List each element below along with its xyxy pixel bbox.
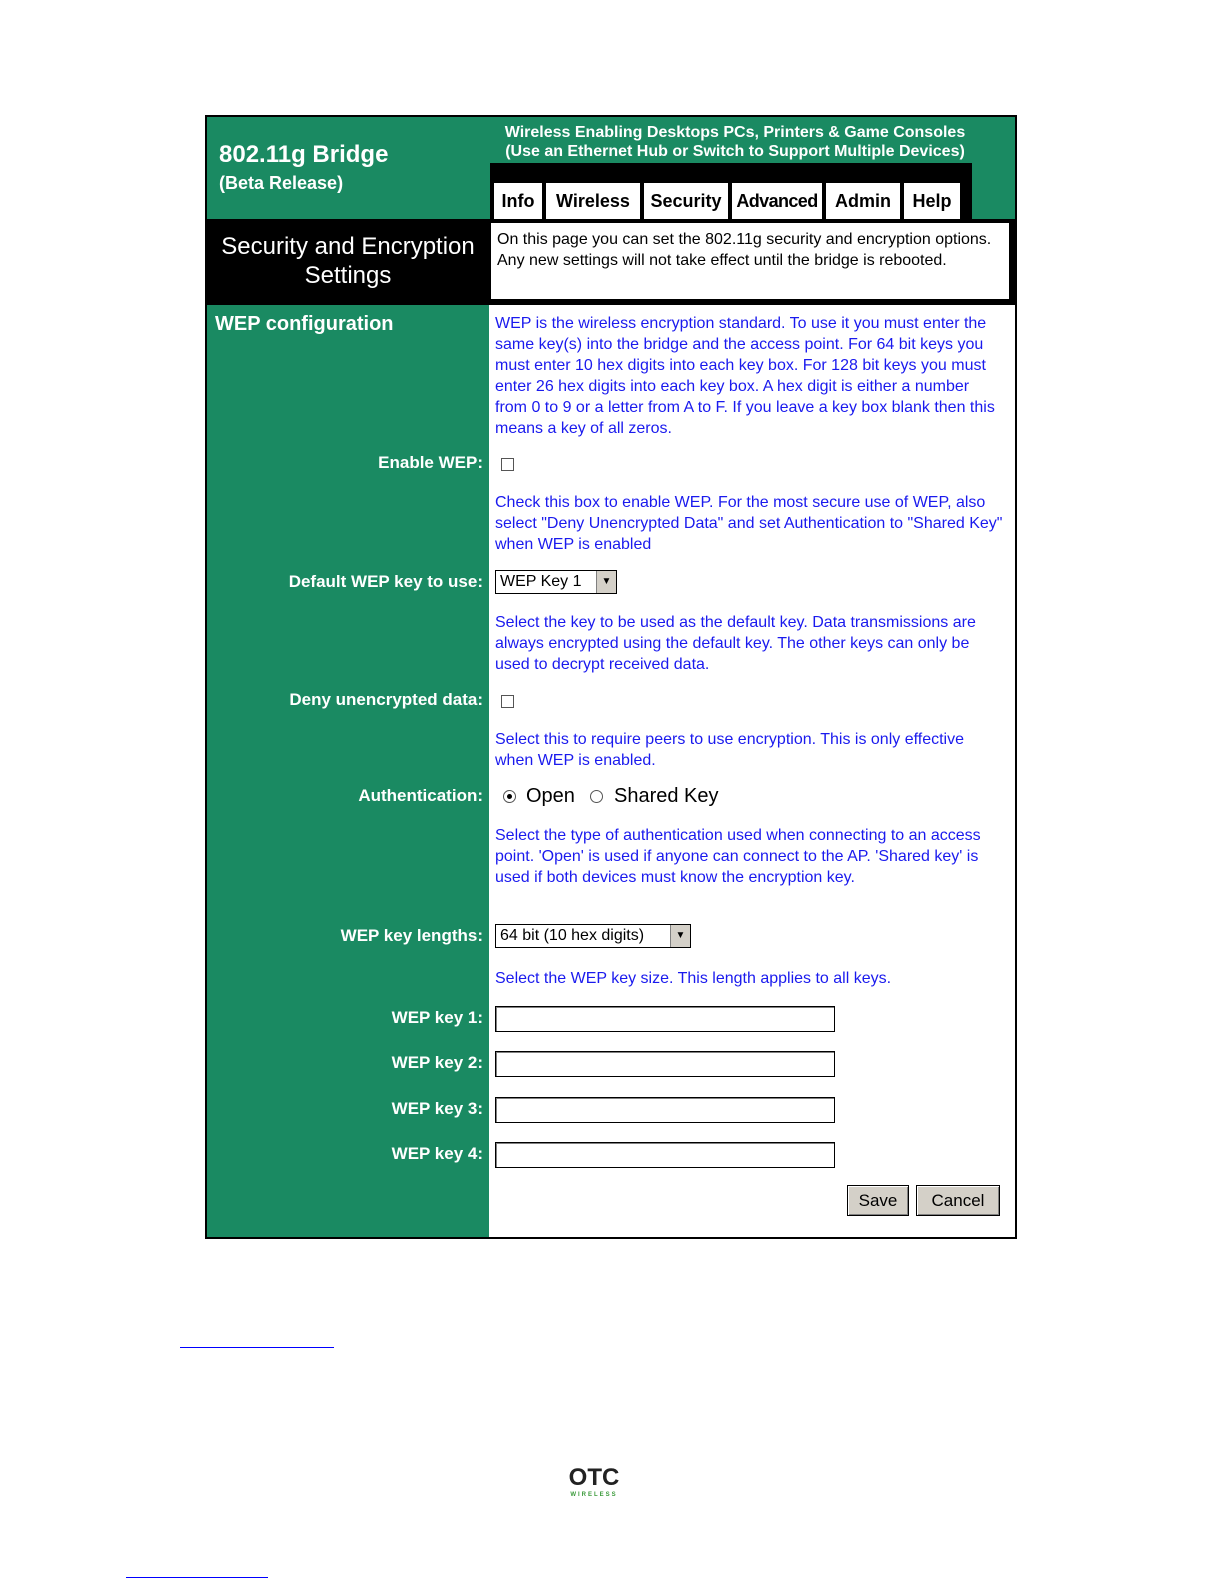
tab-bar: [490, 163, 972, 219]
tagline-line-1: Wireless Enabling Desktops PCs, Printers & Game Consoles: [504, 124, 966, 141]
tab-admin[interactable]: Admin: [826, 183, 900, 219]
deny-unencrypted-checkbox[interactable]: [501, 695, 514, 708]
tab-advanced[interactable]: Advanced: [732, 183, 822, 219]
wep-key-2-input[interactable]: [495, 1051, 835, 1077]
authentication-help: Select the type of authentication used when connecting to an access point. 'Open' is used if anyone can connect to the AP. 'Shared key' is used if both devices must know the encryption key.: [495, 827, 981, 886]
header: [207, 117, 1015, 219]
authentication-label: Authentication:: [358, 786, 483, 805]
auth-shared-label[interactable]: Shared Key: [614, 785, 719, 807]
settings-column: [489, 305, 1015, 1237]
page-title-line-2: Settings: [304, 262, 392, 289]
default-key-select[interactable]: [495, 570, 617, 594]
auth-open-label[interactable]: Open: [526, 785, 575, 807]
product-title: 802.11g Bridge: [219, 141, 389, 168]
tab-info[interactable]: Info: [494, 183, 542, 219]
tab-wireless[interactable]: Wireless: [546, 183, 640, 219]
key-length-select[interactable]: [495, 924, 691, 948]
logo-text: OTC: [568, 1464, 620, 1491]
logo-subtext: WIRELESS: [570, 1492, 618, 1498]
wep-key-3-label: WEP key 3:: [391, 1099, 483, 1118]
chevron-down-icon[interactable]: ▼: [596, 571, 616, 593]
bridge-config-window: [205, 115, 1017, 1239]
enable-wep-help: Check this box to enable WEP. For the most secure use of WEP, also select "Deny Unencrypted Data" and set Authentication to "Shared Key" when WEP is enabled: [495, 494, 1003, 553]
cancel-button[interactable]: Cancel: [916, 1185, 1000, 1216]
wep-key-1-label: WEP key 1:: [391, 1008, 483, 1027]
product-subtitle: (Beta Release): [219, 173, 344, 193]
wep-key-2-label: WEP key 2:: [391, 1053, 483, 1072]
footer-link-underline[interactable]: [126, 1577, 268, 1578]
save-button[interactable]: Save: [847, 1185, 909, 1216]
hyperlink-underline[interactable]: [180, 1347, 334, 1348]
default-key-help: Select the key to be used as the default key. Data transmissions are always encrypted using the default key. The other keys can only be used to decrypt received data.: [495, 614, 976, 673]
section-title: WEP configuration: [215, 313, 394, 335]
wep-key-4-input[interactable]: [495, 1142, 835, 1168]
tab-help[interactable]: Help: [904, 183, 960, 219]
tab-security[interactable]: Security: [644, 183, 728, 219]
auth-shared-radio[interactable]: [590, 790, 603, 803]
default-key-value: WEP Key 1: [500, 573, 582, 590]
wep-section-help: WEP is the wireless encryption standard. To use it you must enter the same key(s) into the bridge and the access point. For 64 bit keys you must enter 10 hex digits into each key box. For 128 bit keys you must enter 26 hex digits into each key box. A hex digit is either a number from 0 to 9 or a letter from A to F. If you leave a key box blank then this means a key of all zeros.: [495, 315, 995, 437]
auth-open-radio[interactable]: [503, 790, 516, 803]
key-length-label: WEP key lengths:: [340, 926, 483, 945]
page-title: [207, 219, 489, 303]
wep-key-4-label: WEP key 4:: [391, 1144, 483, 1163]
tagline-line-2: (Use an Ethernet Hub or Switch to Support Multiple Devices): [505, 143, 965, 160]
default-key-label: Default WEP key to use:: [288, 572, 483, 591]
key-length-value: 64 bit (10 hex digits): [500, 927, 645, 944]
enable-wep-checkbox[interactable]: [501, 458, 514, 471]
page-title-line-1: Security and Encryption: [221, 233, 475, 260]
wep-key-1-input[interactable]: [495, 1006, 835, 1032]
enable-wep-label: Enable WEP:: [378, 453, 483, 472]
otc-logo-icon: [563, 1463, 625, 1499]
tagline: [475, 123, 995, 161]
page-intro: On this page you can set the 802.11g security and encryption options. Any new settings will not take effect until the bridge is rebooted.: [491, 223, 1009, 299]
deny-unencrypted-label: Deny unencrypted data:: [289, 690, 483, 709]
deny-unencrypted-help: Select this to require peers to use encryption. This is only effective when WEP is enabled.: [495, 731, 964, 769]
chevron-down-icon[interactable]: ▼: [670, 925, 690, 947]
label-column: [207, 305, 489, 1237]
page-title-band: [207, 219, 1015, 303]
key-length-help: Select the WEP key size. This length applies to all keys.: [495, 970, 892, 987]
wep-key-3-input[interactable]: [495, 1097, 835, 1123]
